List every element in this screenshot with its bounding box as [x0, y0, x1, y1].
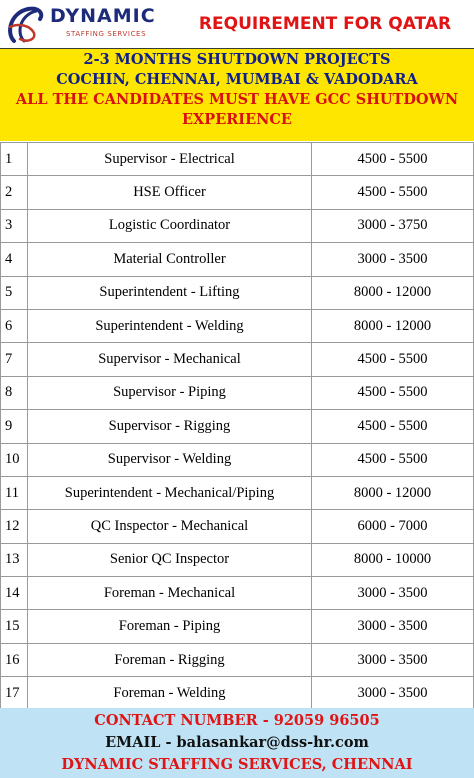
table-row: [1, 443, 474, 476]
page-title: REQUIREMENT FOR QATAR: [198, 14, 452, 34]
table-row: [1, 143, 474, 176]
table-row: [1, 510, 474, 543]
salary-range: 6000 - 7000: [312, 510, 474, 543]
salary-range: 3000 - 3500: [312, 577, 474, 610]
table-row: [1, 209, 474, 242]
position-title: Superintendent - Mechanical/Piping: [28, 476, 312, 509]
row-number: 17: [1, 677, 28, 710]
salary-range: 4500 - 5500: [312, 443, 474, 476]
position-title: Foreman - Piping: [28, 610, 312, 643]
row-number: 12: [1, 510, 28, 543]
position-title: Senior QC Inspector: [28, 543, 312, 576]
table-row: [1, 343, 474, 376]
salary-range: 8000 - 12000: [312, 309, 474, 342]
positions-table-body: [1, 143, 474, 711]
position-title: Supervisor - Piping: [28, 376, 312, 409]
row-number: 2: [1, 176, 28, 209]
salary-range: 4500 - 5500: [312, 410, 474, 443]
banner-line-experience: EXPERIENCE: [182, 111, 292, 128]
positions-table: [0, 142, 474, 711]
contact-email: EMAIL - balasankar@dss-hr.com: [105, 734, 369, 751]
table-row: [1, 577, 474, 610]
position-title: Supervisor - Mechanical: [28, 343, 312, 376]
row-number: 8: [1, 376, 28, 409]
salary-range: 3000 - 3500: [312, 243, 474, 276]
position-title: Supervisor - Electrical: [28, 143, 312, 176]
position-title: Foreman - Welding: [28, 677, 312, 710]
row-number: 4: [1, 243, 28, 276]
project-banner: [0, 49, 474, 141]
salary-range: 3000 - 3750: [312, 209, 474, 242]
position-title: Material Controller: [28, 243, 312, 276]
position-title: Superintendent - Welding: [28, 309, 312, 342]
row-number: 7: [1, 343, 28, 376]
table-row: [1, 543, 474, 576]
position-title: Superintendent - Lifting: [28, 276, 312, 309]
banner-line-requirement: ALL THE CANDIDATES MUST HAVE GCC SHUTDOWN: [15, 91, 459, 108]
salary-range: 8000 - 12000: [312, 476, 474, 509]
row-number: 14: [1, 577, 28, 610]
position-title: HSE Officer: [28, 176, 312, 209]
table-row: [1, 243, 474, 276]
table-row: [1, 410, 474, 443]
table-row: [1, 309, 474, 342]
company-name: DYNAMIC STAFFING SERVICES, CHENNAI: [61, 756, 413, 773]
row-number: 16: [1, 643, 28, 676]
salary-range: 4500 - 5500: [312, 143, 474, 176]
position-title: Foreman - Rigging: [28, 643, 312, 676]
salary-range: 3000 - 3500: [312, 643, 474, 676]
row-number: 10: [1, 443, 28, 476]
row-number: 5: [1, 276, 28, 309]
row-number: 1: [1, 143, 28, 176]
salary-range: 3000 - 3500: [312, 677, 474, 710]
salary-range: 4500 - 5500: [312, 343, 474, 376]
position-title: QC Inspector - Mechanical: [28, 510, 312, 543]
banner-line-projects: 2-3 MONTHS SHUTDOWN PROJECTS: [83, 51, 391, 68]
table-row: [1, 376, 474, 409]
salary-range: 8000 - 10000: [312, 543, 474, 576]
position-title: Supervisor - Welding: [28, 443, 312, 476]
table-row: [1, 610, 474, 643]
row-number: 6: [1, 309, 28, 342]
row-number: 15: [1, 610, 28, 643]
banner-line-locations: COCHIN, CHENNAI, MUMBAI & VADODARA: [56, 71, 418, 88]
table-row: [1, 476, 474, 509]
row-number: 9: [1, 410, 28, 443]
row-number: 13: [1, 543, 28, 576]
salary-range: 4500 - 5500: [312, 176, 474, 209]
logo-tagline: STAFFING SERVICES: [66, 30, 147, 38]
header: [0, 0, 474, 50]
contact-footer: [0, 708, 474, 778]
dynamic-logo-icon: [4, 3, 48, 45]
salary-range: 4500 - 5500: [312, 376, 474, 409]
contact-number: CONTACT NUMBER - 92059 96505: [94, 712, 380, 729]
row-number: 11: [1, 476, 28, 509]
company-logo: [4, 3, 174, 45]
position-title: Logistic Coordinator: [28, 209, 312, 242]
row-number: 3: [1, 209, 28, 242]
table-row: [1, 677, 474, 710]
table-row: [1, 276, 474, 309]
position-title: Supervisor - Rigging: [28, 410, 312, 443]
table-row: [1, 176, 474, 209]
salary-range: 8000 - 12000: [312, 276, 474, 309]
position-title: Foreman - Mechanical: [28, 577, 312, 610]
salary-range: 3000 - 3500: [312, 610, 474, 643]
logo-wordmark: DYNAMIC: [50, 5, 156, 27]
table-row: [1, 643, 474, 676]
